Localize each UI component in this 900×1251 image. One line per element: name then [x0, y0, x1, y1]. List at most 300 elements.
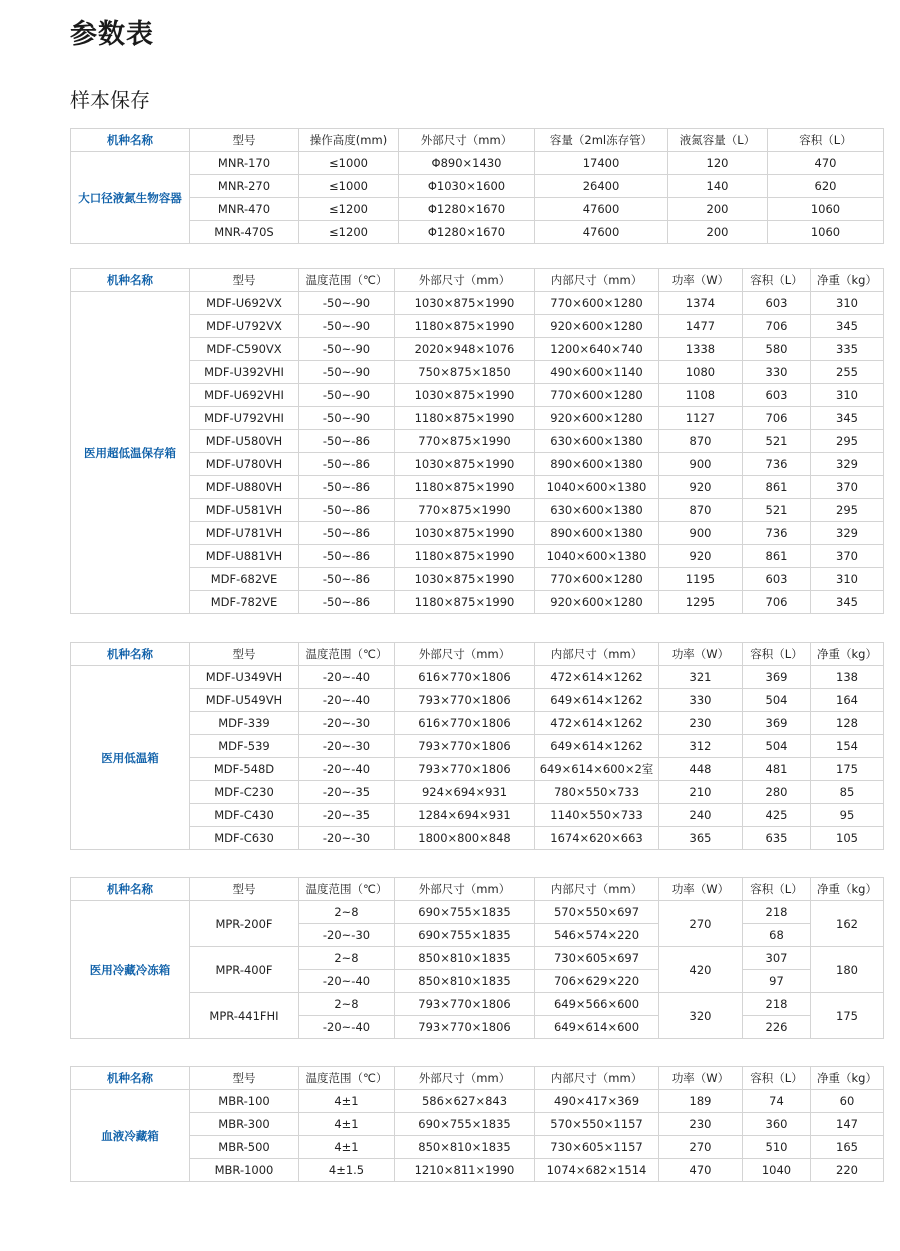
cell: 295	[811, 430, 884, 453]
cell: 47600	[535, 221, 668, 244]
cell: 370	[811, 545, 884, 568]
table-row	[71, 292, 884, 315]
cell: MDF-U880VH	[190, 476, 299, 499]
cell: 1060	[768, 198, 884, 221]
cell: ≤1200	[299, 198, 399, 221]
header-internal-size: 内部尺寸（mm）	[535, 1067, 659, 1090]
cell: 345	[811, 407, 884, 430]
table-blood-refrigerators	[70, 1066, 884, 1182]
cell: MNR-170	[190, 152, 299, 175]
table-row	[71, 901, 884, 924]
cell: 1060	[768, 221, 884, 244]
cell: 1030×875×1990	[395, 522, 535, 545]
cell: MDF-C590VX	[190, 338, 299, 361]
cell: 1200×640×740	[535, 338, 659, 361]
table-row	[71, 568, 884, 591]
cell: 1195	[659, 568, 743, 591]
cell: 546×574×220	[535, 924, 659, 947]
cell: 850×810×1835	[395, 1136, 535, 1159]
category-cell: 医用超低温保存箱	[71, 292, 190, 614]
cell: 1180×875×1990	[395, 591, 535, 614]
cell: 1210×811×1990	[395, 1159, 535, 1182]
table-liquid-nitrogen	[70, 128, 884, 244]
header-model: 型号	[190, 269, 299, 292]
category-cell: 大口径液氮生物容器	[71, 152, 190, 244]
cell: 240	[659, 804, 743, 827]
cell: -20~-30	[299, 735, 395, 758]
cell: 770×600×1280	[535, 568, 659, 591]
cell: 706×629×220	[535, 970, 659, 993]
cell: MDF-U881VH	[190, 545, 299, 568]
table-refrigerator-freezers	[70, 877, 884, 1039]
cell: 920×600×1280	[535, 315, 659, 338]
cell: 706	[743, 591, 811, 614]
cell: 504	[743, 689, 811, 712]
cell: 649×614×1262	[535, 689, 659, 712]
cell: 649×614×1262	[535, 735, 659, 758]
cell: MDF-C430	[190, 804, 299, 827]
model-cell: MPR-441FHI	[190, 993, 299, 1039]
cell: 154	[811, 735, 884, 758]
header-model: 型号	[190, 129, 299, 152]
cell: 504	[743, 735, 811, 758]
power-cell: 320	[659, 993, 743, 1039]
page-title: 参数表	[70, 19, 154, 50]
cell: -20~-40	[299, 666, 395, 689]
cell: 861	[743, 545, 811, 568]
cell: 586×627×843	[395, 1090, 535, 1113]
header-category: 机种名称	[71, 129, 190, 152]
cell: -20~-30	[299, 712, 395, 735]
cell: 620	[768, 175, 884, 198]
header-internal-size: 内部尺寸（mm）	[535, 878, 659, 901]
cell: 345	[811, 591, 884, 614]
cell: -20~-30	[299, 924, 395, 947]
cell: 603	[743, 292, 811, 315]
cell: 770×875×1990	[395, 499, 535, 522]
cell: MDF-C230	[190, 781, 299, 804]
cell: 1284×694×931	[395, 804, 535, 827]
cell: 74	[743, 1090, 811, 1113]
cell: 861	[743, 476, 811, 499]
cell: 750×875×1850	[395, 361, 535, 384]
table-row	[71, 781, 884, 804]
header-volume: 容积（L）	[743, 1067, 811, 1090]
header-volume: 容积（L）	[743, 643, 811, 666]
cell: 1338	[659, 338, 743, 361]
header-external-size: 外部尺寸（mm）	[395, 1067, 535, 1090]
cell: 97	[743, 970, 811, 993]
cell: MDF-U549VH	[190, 689, 299, 712]
cell: 1030×875×1990	[395, 384, 535, 407]
cell: ≤1000	[299, 175, 399, 198]
cell: 2~8	[299, 901, 395, 924]
table-row	[71, 545, 884, 568]
cell: 230	[659, 1113, 743, 1136]
cell: 603	[743, 568, 811, 591]
table-row	[71, 476, 884, 499]
cell: 1180×875×1990	[395, 315, 535, 338]
table-header-row	[71, 878, 884, 901]
cell: 230	[659, 712, 743, 735]
header-internal-size: 内部尺寸（mm）	[535, 269, 659, 292]
header-operating-height: 操作高度(mm)	[299, 129, 399, 152]
cell: 1040	[743, 1159, 811, 1182]
cell: 649×614×600×2室	[535, 758, 659, 781]
cell: 17400	[535, 152, 668, 175]
cell: -20~-40	[299, 758, 395, 781]
cell: 1030×875×1990	[395, 568, 535, 591]
cell: 140	[668, 175, 768, 198]
cell: 200	[668, 198, 768, 221]
table-row	[71, 1159, 884, 1182]
cell: 1074×682×1514	[535, 1159, 659, 1182]
cell: 210	[659, 781, 743, 804]
cell: MDF-539	[190, 735, 299, 758]
cell: -50~-90	[299, 338, 395, 361]
cell: 870	[659, 499, 743, 522]
cell: 470	[659, 1159, 743, 1182]
header-external-size: 外部尺寸（mm）	[395, 878, 535, 901]
header-model: 型号	[190, 1067, 299, 1090]
cell: 164	[811, 689, 884, 712]
cell: 330	[659, 689, 743, 712]
cell: MBR-300	[190, 1113, 299, 1136]
cell: 580	[743, 338, 811, 361]
cell: 335	[811, 338, 884, 361]
cell: 1080	[659, 361, 743, 384]
cell: 1674×620×663	[535, 827, 659, 850]
header-internal-size: 内部尺寸（mm）	[535, 643, 659, 666]
cell: 330	[743, 361, 811, 384]
cell: -20~-30	[299, 827, 395, 850]
header-external-size: 外部尺寸（mm）	[395, 269, 535, 292]
cell: 189	[659, 1090, 743, 1113]
table-row	[71, 453, 884, 476]
table-row	[71, 198, 884, 221]
cell: 920×600×1280	[535, 591, 659, 614]
table-row	[71, 735, 884, 758]
cell: -20~-35	[299, 804, 395, 827]
cell: MNR-270	[190, 175, 299, 198]
cell: MBR-100	[190, 1090, 299, 1113]
cell: -20~-40	[299, 689, 395, 712]
cell: 26400	[535, 175, 668, 198]
cell: 920	[659, 545, 743, 568]
cell: 630×600×1380	[535, 499, 659, 522]
cell: 472×614×1262	[535, 712, 659, 735]
table-row	[71, 338, 884, 361]
header-external-size: 外部尺寸（mm）	[395, 643, 535, 666]
header-volume: 容积（L）	[768, 129, 884, 152]
cell: 1180×875×1990	[395, 545, 535, 568]
table-row	[71, 175, 884, 198]
cell: ≤1200	[299, 221, 399, 244]
cell: 1140×550×733	[535, 804, 659, 827]
cell: 280	[743, 781, 811, 804]
header-net-weight: 净重（kg）	[811, 269, 884, 292]
header-model: 型号	[190, 878, 299, 901]
cell: 1030×875×1990	[395, 292, 535, 315]
cell: 4±1.5	[299, 1159, 395, 1182]
header-ln2-capacity: 液氮容量（L）	[668, 129, 768, 152]
cell: 900	[659, 453, 743, 476]
cell: 649×614×600	[535, 1016, 659, 1039]
cell: -50~-86	[299, 476, 395, 499]
cell: 1180×875×1990	[395, 476, 535, 499]
header-power: 功率（W）	[659, 1067, 743, 1090]
cell: 690×755×1835	[395, 924, 535, 947]
header-temperature-range: 温度范围（℃）	[299, 878, 395, 901]
cell: 255	[811, 361, 884, 384]
table-row	[71, 499, 884, 522]
cell: -20~-35	[299, 781, 395, 804]
cell: 1800×800×848	[395, 827, 535, 850]
cell: 736	[743, 522, 811, 545]
cell: 60	[811, 1090, 884, 1113]
cell: 793×770×1806	[395, 1016, 535, 1039]
header-category: 机种名称	[71, 878, 190, 901]
cell: 920	[659, 476, 743, 499]
table-row	[71, 827, 884, 850]
cell: 793×770×1806	[395, 758, 535, 781]
header-temperature-range: 温度范围（℃）	[299, 269, 395, 292]
cell: 448	[659, 758, 743, 781]
cell: -50~-86	[299, 568, 395, 591]
cell: MBR-500	[190, 1136, 299, 1159]
cell: 345	[811, 315, 884, 338]
cell: 329	[811, 453, 884, 476]
cell: 793×770×1806	[395, 993, 535, 1016]
cell: 138	[811, 666, 884, 689]
cell: 128	[811, 712, 884, 735]
table-row	[71, 712, 884, 735]
cell: 900	[659, 522, 743, 545]
cell: 1030×875×1990	[395, 453, 535, 476]
cell: MDF-339	[190, 712, 299, 735]
table-ultra-low-freezers	[70, 268, 884, 614]
weight-cell: 180	[811, 947, 884, 993]
cell: 218	[743, 901, 811, 924]
header-model: 型号	[190, 643, 299, 666]
cell: -50~-86	[299, 545, 395, 568]
header-power: 功率（W）	[659, 269, 743, 292]
table-row	[71, 758, 884, 781]
table-low-temp-freezers	[70, 642, 884, 850]
cell: 793×770×1806	[395, 689, 535, 712]
power-cell: 270	[659, 901, 743, 947]
table-row	[71, 407, 884, 430]
cell: -50~-86	[299, 591, 395, 614]
cell: 630×600×1380	[535, 430, 659, 453]
cell: 47600	[535, 198, 668, 221]
cell: MDF-682VE	[190, 568, 299, 591]
cell: 1040×600×1380	[535, 476, 659, 499]
cell: 2~8	[299, 947, 395, 970]
cell: 295	[811, 499, 884, 522]
header-power: 功率（W）	[659, 878, 743, 901]
cell: 312	[659, 735, 743, 758]
cell: 706	[743, 315, 811, 338]
cell: MDF-U692VX	[190, 292, 299, 315]
header-net-weight: 净重（kg）	[811, 878, 884, 901]
table-row	[71, 430, 884, 453]
cell: 4±1	[299, 1113, 395, 1136]
cell: MDF-U580VH	[190, 430, 299, 453]
cell: 850×810×1835	[395, 947, 535, 970]
cell: MDF-U581VH	[190, 499, 299, 522]
cell: 780×550×733	[535, 781, 659, 804]
cell: 310	[811, 384, 884, 407]
cell: 603	[743, 384, 811, 407]
header-volume: 容积（L）	[743, 269, 811, 292]
cell: 2020×948×1076	[395, 338, 535, 361]
cell: 175	[811, 758, 884, 781]
cell: 616×770×1806	[395, 712, 535, 735]
cell: 736	[743, 453, 811, 476]
cell: 218	[743, 993, 811, 1016]
table-row	[71, 1113, 884, 1136]
table-row	[71, 384, 884, 407]
cell: 369	[743, 712, 811, 735]
cell: 120	[668, 152, 768, 175]
cell: 472×614×1262	[535, 666, 659, 689]
weight-cell: 162	[811, 901, 884, 947]
category-cell: 医用冷藏冷冻箱	[71, 901, 190, 1039]
cell: 481	[743, 758, 811, 781]
cell: MDF-U792VX	[190, 315, 299, 338]
cell: -50~-86	[299, 430, 395, 453]
cell: 470	[768, 152, 884, 175]
cell: -50~-86	[299, 453, 395, 476]
cell: MDF-U349VH	[190, 666, 299, 689]
table-row	[71, 591, 884, 614]
header-category: 机种名称	[71, 1067, 190, 1090]
cell: 870	[659, 430, 743, 453]
power-cell: 420	[659, 947, 743, 993]
table-row	[71, 221, 884, 244]
cell: Φ890×1430	[399, 152, 535, 175]
weight-cell: 175	[811, 993, 884, 1039]
cell: MBR-1000	[190, 1159, 299, 1182]
header-temperature-range: 温度范围（℃）	[299, 1067, 395, 1090]
model-cell: MPR-200F	[190, 901, 299, 947]
cell: 1295	[659, 591, 743, 614]
table-header-row	[71, 269, 884, 292]
cell: MDF-782VE	[190, 591, 299, 614]
cell: 425	[743, 804, 811, 827]
cell: 730×605×1157	[535, 1136, 659, 1159]
cell: Φ1280×1670	[399, 198, 535, 221]
cell: -20~-40	[299, 1016, 395, 1039]
cell: 270	[659, 1136, 743, 1159]
cell: MDF-U692VHI	[190, 384, 299, 407]
header-capacity: 容量（2ml冻存管）	[535, 129, 668, 152]
table-row	[71, 361, 884, 384]
cell: 706	[743, 407, 811, 430]
header-temperature-range: 温度范围（℃）	[299, 643, 395, 666]
cell: 490×600×1140	[535, 361, 659, 384]
category-cell: 血液冷藏箱	[71, 1090, 190, 1182]
table-row	[71, 152, 884, 175]
cell: 770×600×1280	[535, 384, 659, 407]
cell: 690×755×1835	[395, 901, 535, 924]
cell: -50~-90	[299, 315, 395, 338]
table-header-row	[71, 643, 884, 666]
cell: 1477	[659, 315, 743, 338]
cell: -50~-90	[299, 361, 395, 384]
cell: 616×770×1806	[395, 666, 535, 689]
cell: 310	[811, 568, 884, 591]
cell: 1374	[659, 292, 743, 315]
table-row	[71, 689, 884, 712]
cell: ≤1000	[299, 152, 399, 175]
cell: 521	[743, 499, 811, 522]
table-row	[71, 1136, 884, 1159]
cell: 310	[811, 292, 884, 315]
cell: 329	[811, 522, 884, 545]
cell: 307	[743, 947, 811, 970]
cell: 521	[743, 430, 811, 453]
cell: 68	[743, 924, 811, 947]
cell: Φ1280×1670	[399, 221, 535, 244]
cell: MDF-U781VH	[190, 522, 299, 545]
cell: 4±1	[299, 1136, 395, 1159]
header-category: 机种名称	[71, 643, 190, 666]
cell: -50~-86	[299, 499, 395, 522]
cell: Φ1030×1600	[399, 175, 535, 198]
cell: 793×770×1806	[395, 735, 535, 758]
cell: -50~-90	[299, 407, 395, 430]
cell: -50~-86	[299, 522, 395, 545]
cell: 321	[659, 666, 743, 689]
cell: 360	[743, 1113, 811, 1136]
cell: 370	[811, 476, 884, 499]
header-volume: 容积（L）	[743, 878, 811, 901]
table-row	[71, 947, 884, 970]
cell: 510	[743, 1136, 811, 1159]
header-category: 机种名称	[71, 269, 190, 292]
cell: 4±1	[299, 1090, 395, 1113]
cell: 850×810×1835	[395, 970, 535, 993]
cell: 649×566×600	[535, 993, 659, 1016]
table-header-row	[71, 129, 884, 152]
cell: 1127	[659, 407, 743, 430]
cell: 147	[811, 1113, 884, 1136]
cell: -20~-40	[299, 970, 395, 993]
cell: 85	[811, 781, 884, 804]
cell: -50~-90	[299, 292, 395, 315]
cell: -50~-90	[299, 384, 395, 407]
cell: 730×605×697	[535, 947, 659, 970]
cell: 924×694×931	[395, 781, 535, 804]
cell: 920×600×1280	[535, 407, 659, 430]
table-row	[71, 315, 884, 338]
cell: 570×550×697	[535, 901, 659, 924]
cell: 369	[743, 666, 811, 689]
header-net-weight: 净重（kg）	[811, 1067, 884, 1090]
cell: 490×417×369	[535, 1090, 659, 1113]
table-row	[71, 522, 884, 545]
section-title: 样本保存	[70, 88, 150, 112]
cell: 570×550×1157	[535, 1113, 659, 1136]
cell: 770×875×1990	[395, 430, 535, 453]
cell: 165	[811, 1136, 884, 1159]
cell: 365	[659, 827, 743, 850]
cell: 1040×600×1380	[535, 545, 659, 568]
cell: 635	[743, 827, 811, 850]
cell: 2~8	[299, 993, 395, 1016]
